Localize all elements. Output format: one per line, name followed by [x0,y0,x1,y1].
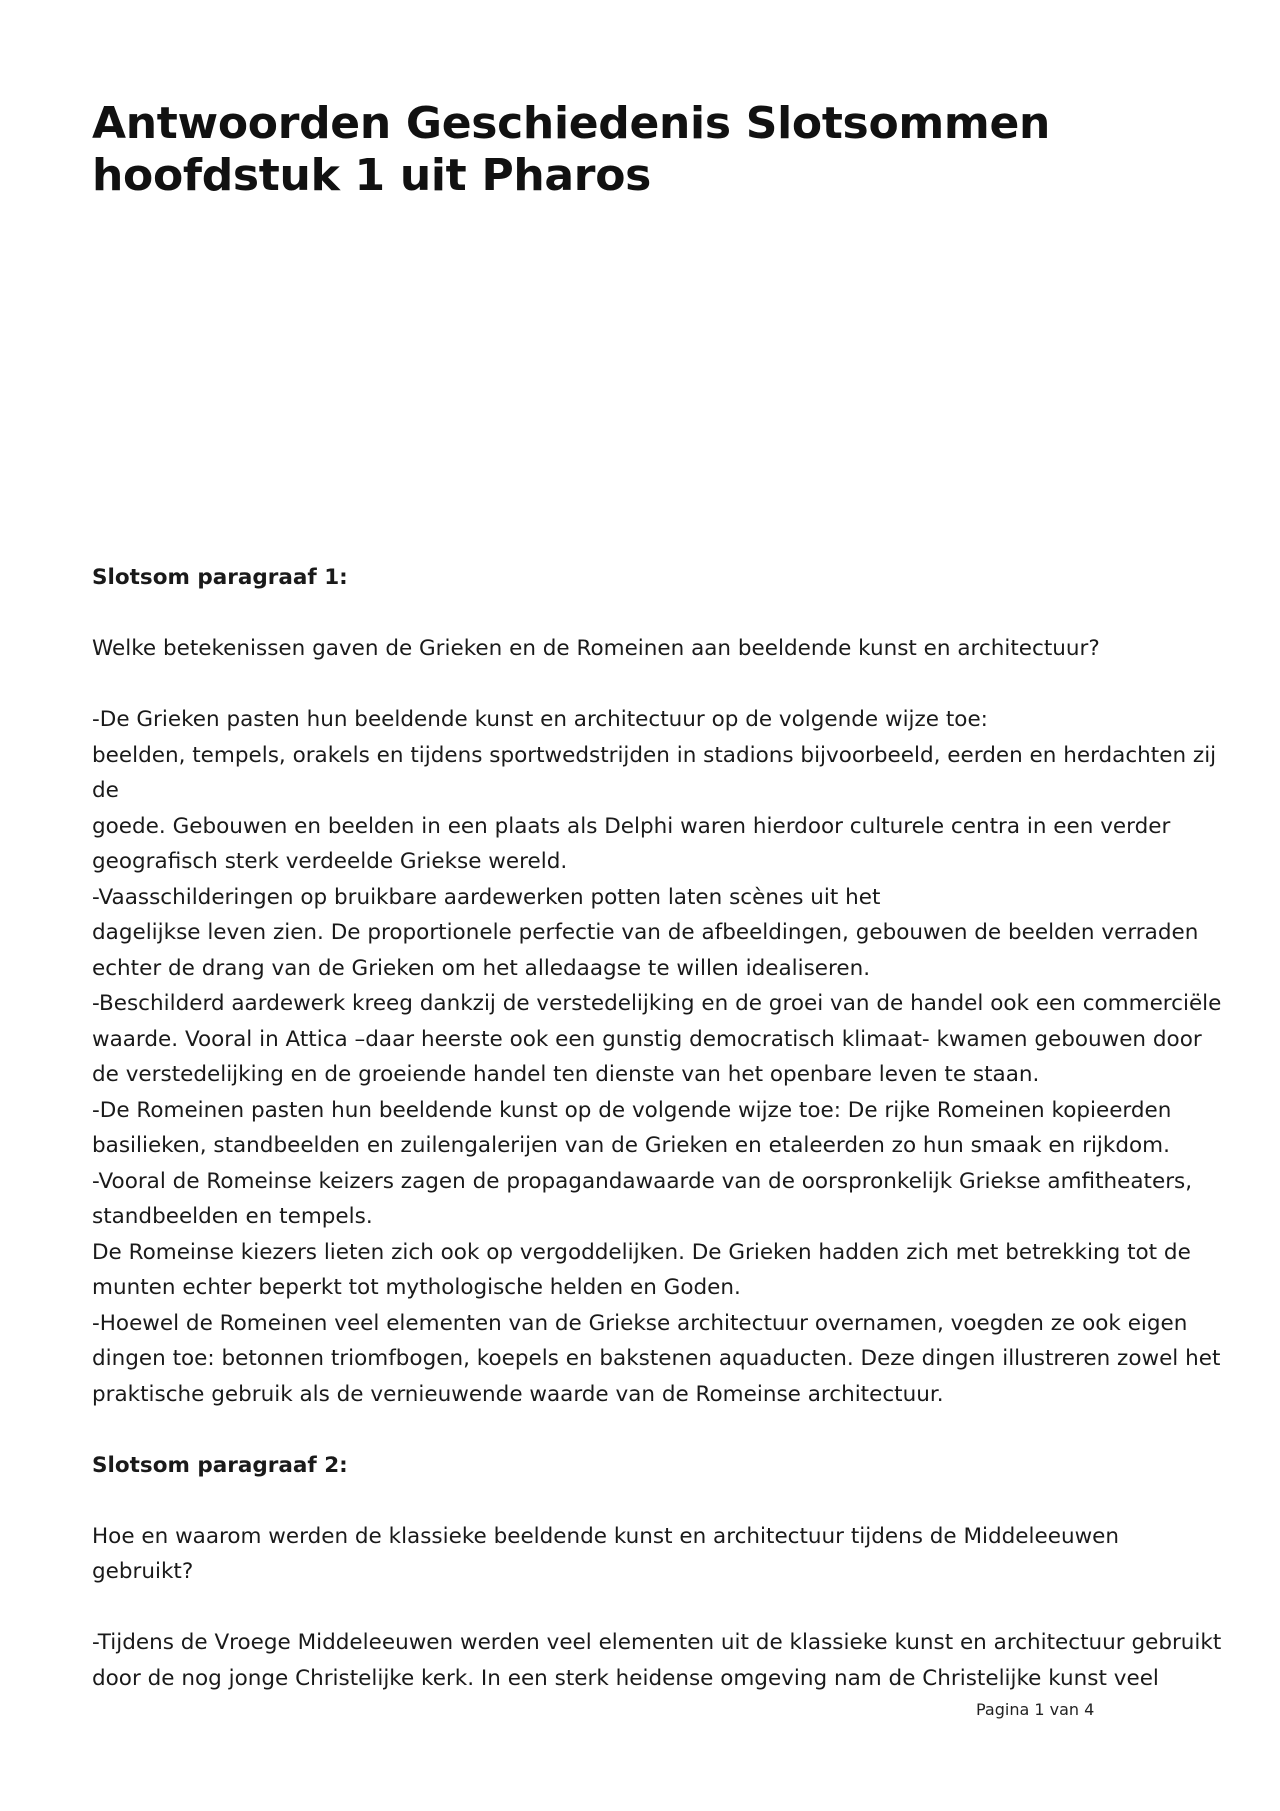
section-answer [92,1625,1222,1696]
answer-line: -De Grieken pasten hun beeldende kunst en architectuur op de volgende wijze toe: [92,707,988,732]
document-title: Antwoorden Geschiedenis Slotsommen hoofdstuk 1 uit Pharos [92,98,1051,201]
answer-line: -Beschilderd aardewerk kreeg dankzij de verstedelijking en de groei van de handel ook een commerciële [92,991,1222,1016]
section-paragraaf-2 [92,1448,1222,1697]
answer-line: -Vaasschilderingen op bruikbare aardewerken potten laten scènes uit het [92,884,881,910]
answer-line: basilieken, standbeelden en zuilengalerijen van de Grieken en etaleerden zo hun smaak en rijkdom. [92,1133,1170,1158]
answer-line: praktische gebruik als de vernieuwende waarde van de Romeinse architectuur. [92,1381,944,1407]
answer-line: goede. Gebouwen en beelden in een plaats als Delphi waren hierdoor culturele centra in een verder [92,813,1171,839]
section-question: Hoe en waarom werden de klassieke beeldende kunst en architectuur tijdens de Middeleeuwen gebruikt? [92,1523,1120,1584]
answer-line: -De Romeinen pasten hun beeldende kunst op de volgende wijze toe: De rijke Romeinen kopieerden [92,1097,1172,1123]
answer-line: -Vooral de Romeinse keizers zagen de propagandawaarde van de oorspronkelijk Griekse amfitheaters, [92,1168,1193,1194]
answer-line: beelden, tempels, orakels en tijdens sportwedstrijden in stadions bijvoorbeeld, eerden en herdachten zij de [92,742,1217,803]
answer-line: munten echter beperkt tot mythologische helden en Goden. [92,1275,741,1300]
answer-line: dingen toe: betonnen triomfbogen, koepels en bakstenen aquaducten. Deze dingen illustreren zowel het [92,1346,1221,1371]
answer-line: geografisch sterk verdeelde Griekse wereld. [92,849,568,874]
document-body [92,560,1222,1696]
answer-line: standbeelden en tempels. [92,1204,373,1229]
section-heading: Slotsom paragraaf 2: [92,1452,348,1478]
answer-line: -Tijdens de Vroege Middeleeuwen werden veel elementen uit de klassieke kunst en architectuur gebruikt [92,1630,1222,1655]
answer-line: de verstedelijking en de groeiende handel ten dienste van het openbare leven te staan. [92,1062,1040,1087]
answer-line: echter de drang van de Grieken om het alledaagse te willen idealiseren. [92,955,871,981]
section-paragraaf-1 [92,560,1222,1412]
answer-line: door de nog jonge Christelijke kerk. In een sterk heidense omgeving nam de Christelijke kunst veel [92,1665,1159,1691]
answer-line: De Romeinse kiezers lieten zich ook op vergoddelijken. De Grieken hadden zich met betrekking tot de [92,1239,1191,1265]
page-number: Pagina 1 van 4 [976,1700,1095,1719]
section-question: Welke betekenissen gaven de Grieken en de Romeinen aan beeldende kunst en architectuur? [92,636,1100,661]
section-answer [92,702,1222,1412]
answer-line: -Hoewel de Romeinen veel elementen van de Griekse architectuur overnamen, voegden ze ook eigen [92,1310,1188,1336]
answer-line: waarde. Vooral in Attica –daar heerste ook een gunstig democratisch klimaat- kwamen gebouwen door [92,1026,1202,1052]
answer-line: dagelijkse leven zien. De proportionele perfectie van de afbeeldingen, gebouwen de beelden verraden [92,920,1199,945]
section-heading: Slotsom paragraaf 1: [92,565,348,590]
